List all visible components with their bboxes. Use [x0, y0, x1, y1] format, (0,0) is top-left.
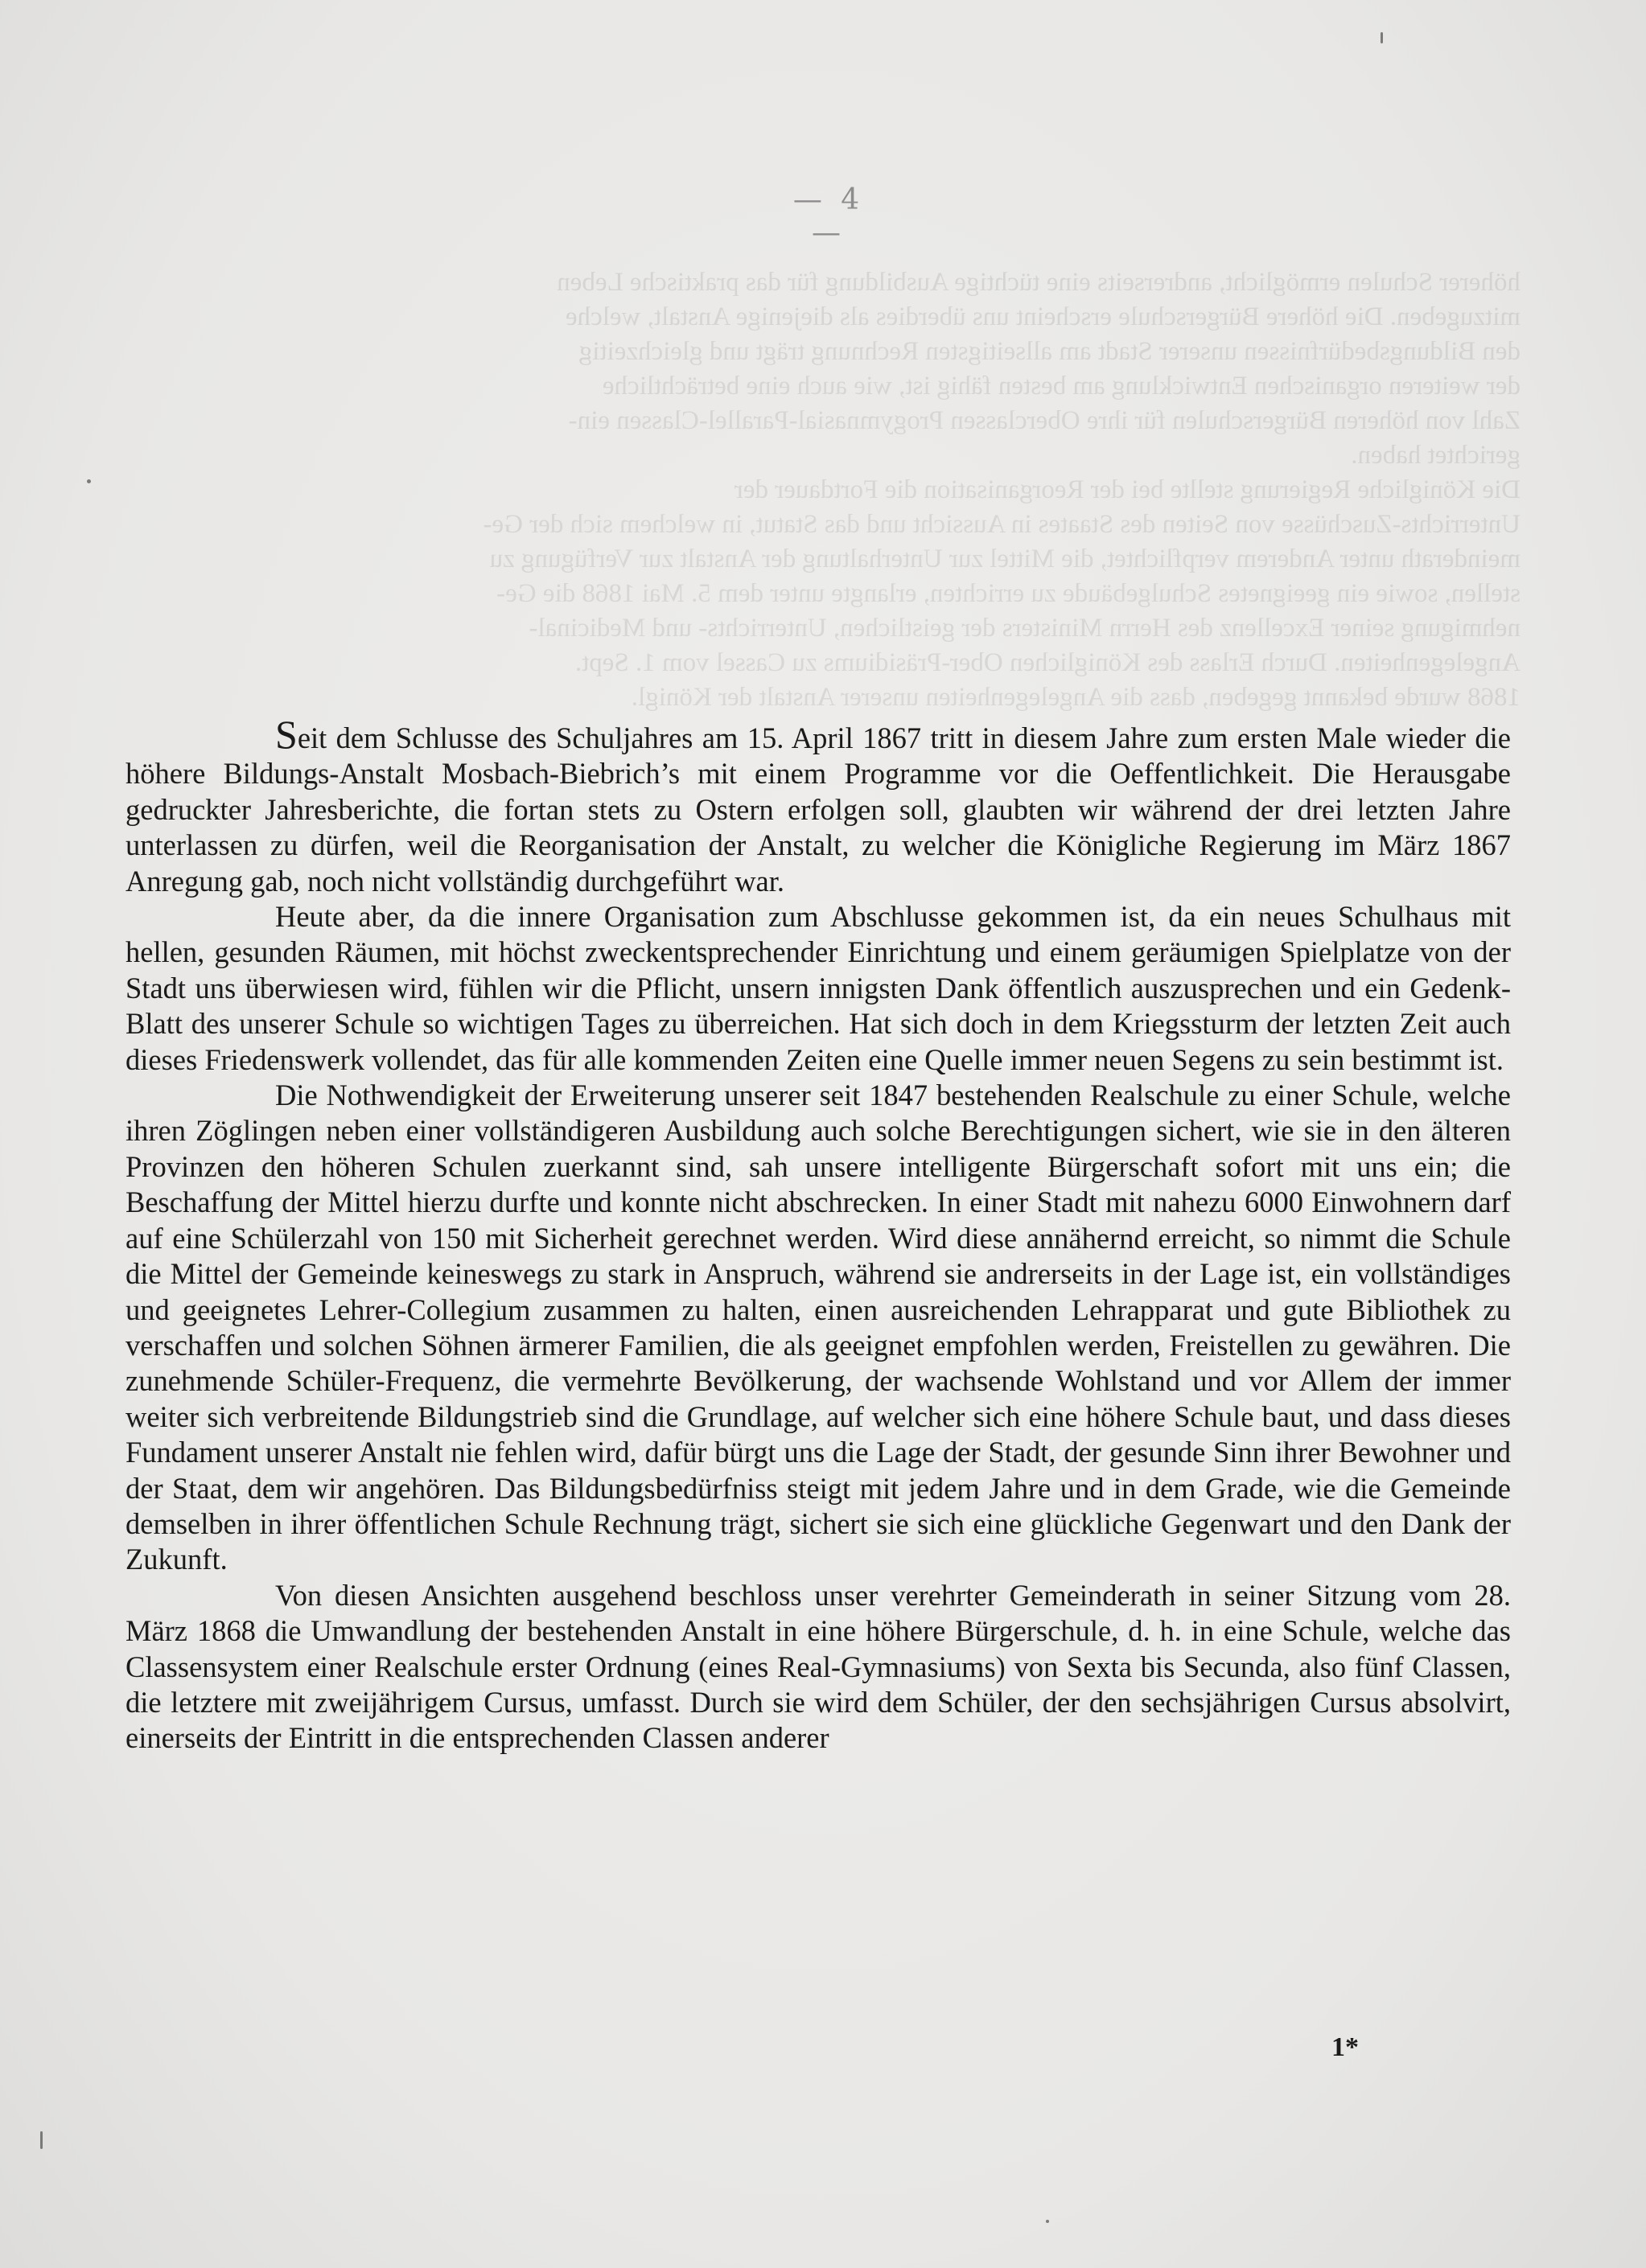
paper-speck [1381, 32, 1383, 43]
paper-speck [87, 479, 91, 483]
page-number: — 4 — [792, 183, 865, 249]
bleed-line: mitzugeben. Die höhere Bürgerschule erscheint uns überdies als diejenige Anstalt, welche [565, 302, 1520, 331]
bleed-line: Die Königliche Regierung stellte bei der Reorganisation die Fortdauer der [734, 475, 1520, 504]
paragraph-3: Die Nothwendigkeit der Erweiterung unserer seit 1847 bestehenden Realschule zu einer Schule, welche ihren Zöglingen neben einer vollständigeren Ausbildung auch solche Berechtigungen sichert, wie sie in den älteren Provinzen den höheren Schulen zuerkannt sind, sah unsere intelligente Bürgerschaft sofort mit uns ein; die Beschaffung der Mittel hierzu durfte und konnte nicht abschrecken. In einer Stadt mit nahezu 6000 Einwohnern darf auf eine Schülerzahl von 150 mit Sicherheit gerechnet werden. Wird diese annähernd erreicht, so nimmt die Schule die Mittel der Gemeinde keineswegs zu stark in Anspruch, während sie andrerseits in der Lage ist, ein vollständiges und geeignetes Lehrer-Collegium zusammen zu halten, einen ausreichenden Lehrapparat und gute Bibliothek zu verschaffen und solchen Söhnen ärmerer Familien, die als geeignet empfohlen werden, Freistellen zu gewähren. Die zunehmende Schüler-Frequenz, die vermehrte Bevölkerung, der wachsende Wohlstand und vor Allem der immer weiter sich verbreitende Bildungstrieb sind die Grundlage, auf welcher sich eine höhere Schule baut, und dass dieses Fundament unserer Anstalt nie fehlen wird, dafür bürgt uns die Lage der Stadt, der gesunde Sinn ihrer Bewohner und der Staat, dem wir angehören. Das Bildungsbedürfniss steigt mit jedem Jahre und in dem Grade, wie die Gemeinde demselben in ihrer öffentlichen Schule Rechnung trägt, sichert sie sich eine glückliche Gegenwart und den Dank der Zukunft. [126, 1079, 1511, 1576]
paper-speck [40, 2131, 43, 2149]
bleed-through-text [121, 265, 1520, 715]
bleed-line: stellen, sowie ein geeignetes Schulgebäude zu errichten, erlangte unter dem 5. Mai 1868 die Ge- [496, 579, 1520, 608]
bleed-line: 1868 wurde bekannt gegeben, dass die Angelegenheiten unserer Anstalt der Königl. [631, 683, 1520, 712]
paragraph-1 [126, 712, 1511, 899]
bleed-line: den Bildungsbedürfnissen unserer Stadt am allseitigsten Rechnung trägt und gleichzeitig [578, 337, 1520, 366]
paragraph-2: Heute aber, da die innere Organisation zum Abschlusse gekommen ist, da ein neues Schulhaus mit hellen, gesunden Räumen, mit höchst zweckentsprechender Einrichtung und einem geräumigen Spielplatze von der Stadt uns überwiesen wird, fühlen wir die Pflicht, unsern innigsten Dank öffentlich auszusprechen und ein Gedenk-Blatt des unserer Schule so wichtigen Tages zu überreichen. Hat sich doch in dem Kriegssturm der letzten Zeit auch dieses Friedenswerk vollendet, das für alle kommenden Zeiten eine Quelle immer neuen Segens zu sein bestimmt ist. [126, 900, 1511, 1076]
signature-mark: 1* [1331, 2032, 1359, 2062]
paragraph-4: Von diesen Ansichten ausgehend beschloss unser verehrter Gemeinderath in seiner Sitzung vom 28. März 1868 die Umwandlung der bestehenden Anstalt in eine höhere Bürgerschule, d. h. in eine Schule, welche das Classensystem einer Realschule erster Ordnung (eines Real-Gymnasiums) von Sexta bis Secunda, also fünf Classen, die letztere mit zweijährigem Cursus, umfasst. Durch sie wird dem Schüler, der den sechsjährigen Cursus absolvirt, einerseits der Eintritt in die entsprechenden Classen anderer [126, 1578, 1511, 1755]
bleed-line: gerichtet haben. [1351, 441, 1520, 470]
bleed-line: Angelegenheiten. Durch Erlass des Königlichen Ober-Präsidiums zu Cassel vom 1. Sept. [574, 648, 1520, 677]
bleed-line: meinderath unter Anderem verpflichtet, die Mittel zur Unterhaltung der Anstalt zur Verfügung zu [489, 544, 1520, 573]
paper-speck [1046, 2220, 1049, 2223]
bleed-line: nehmigung seiner Excellenz des Herrn Ministers der geistlichen, Unterrichts- und Medicinal- [529, 614, 1520, 643]
bleed-line: Unterrichts-Zuschüsse von Seiten des Staates in Aussicht und das Statut, in welchem sich der Ge- [483, 510, 1520, 539]
paragraph-1-text: eit dem Schlusse des Schuljahres am 15. April 1867 tritt in diesem Jahre zum ersten Male wieder die höhere Bildungs-Anstalt Mosbach-Biebrich’s mit einem Programme vor die Oeffentlichkeit. Die Herausgabe gedruckter Jahresberichte, die fortan stets zu Ostern erfolgen soll, glaubten wir während der drei letzten Jahre unterlassen zu dürfen, weil die Reorganisation der Anstalt, zu welcher die Königliche Regierung im März 1867 Anregung gab, noch nicht vollständig durchgeführt war. [126, 721, 1511, 898]
dropcap: S [275, 712, 298, 757]
bleed-line: höherer Schulen ermöglicht, andrerseits eine tüchtige Ausbildung für das praktische Leben [557, 268, 1520, 297]
bleed-line: der weiteren organischen Entwicklung am besten fähig ist, wie auch eine beträchtliche [602, 372, 1520, 401]
bleed-line: Zahl von höheren Bürgerschulen für ihre Oberclassen Progymnasial-Parallel-Classen ein- [568, 406, 1520, 435]
body-text [126, 712, 1511, 1756]
